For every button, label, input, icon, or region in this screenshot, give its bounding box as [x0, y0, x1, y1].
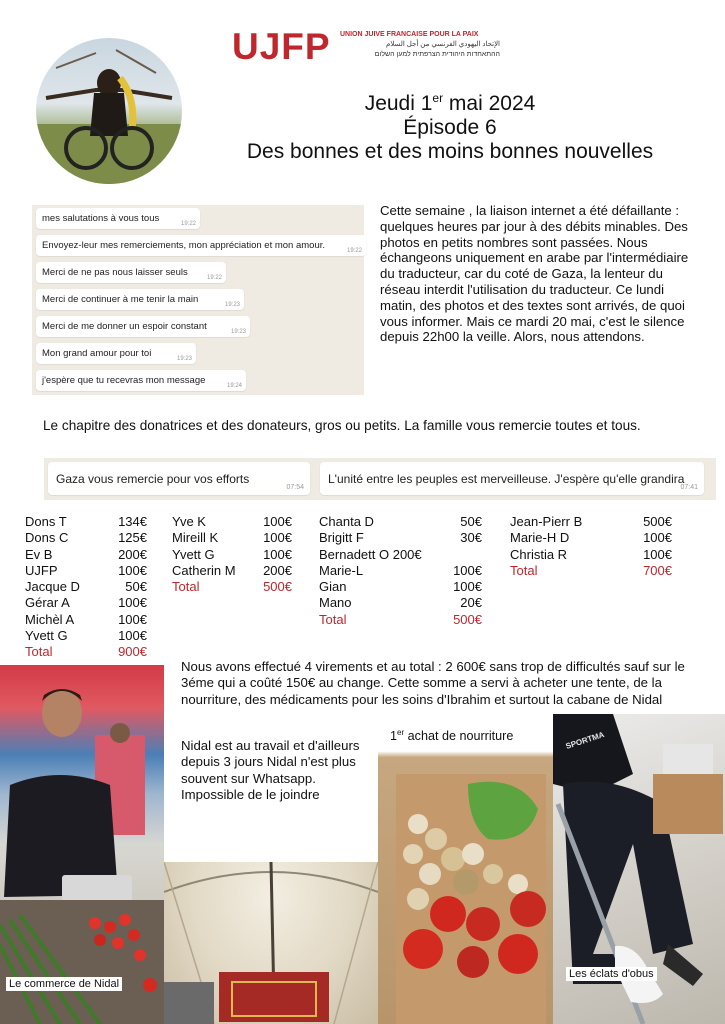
chat-message-text: mes salutations à vous tous: [42, 213, 160, 224]
total-label: Total: [25, 644, 53, 660]
donation-row: [319, 547, 482, 563]
donation-column: [172, 514, 292, 595]
donor-name: Dons C: [25, 530, 69, 546]
donation-amount: 100€: [263, 530, 292, 546]
donation-amount: 30€: [460, 530, 482, 546]
ujfp-logo-subtitle: UNION JUIVE FRANCAISE POUR LA PAIX الإتحاد اليهودي الفرنسي من أجل السلام ההתאחדות היהודית הצרפתית למען השלום: [340, 31, 500, 58]
total-label: Total: [172, 579, 200, 595]
chat-message: [36, 343, 196, 364]
donation-row: [319, 563, 482, 579]
shop-caption: Le commerce de Nidal: [6, 977, 122, 991]
message-bubble: Gaza vous remercie pour vos efforts 07:54: [48, 462, 310, 495]
donation-amount: 100€: [118, 562, 147, 578]
chat-message-text: Envoyez-leur mes remerciements, mon appréciation et mon amour.: [42, 240, 326, 251]
donor-name: UJFP: [25, 562, 58, 578]
food-photo: [378, 714, 553, 1024]
donor-name: Yvett G: [172, 546, 215, 562]
donor-name: Jean-Pierr B: [510, 514, 583, 529]
chat-message: [36, 208, 200, 229]
chat-message-text: Mon grand amour pour toi: [42, 348, 152, 359]
total-amount: 700€: [643, 562, 672, 578]
donation-row: [319, 514, 482, 530]
episode-title: Épisode 6: [403, 116, 497, 139]
donation-amount: 200€: [118, 546, 147, 562]
donation-row: [319, 579, 482, 595]
injured-leg-photo: [553, 714, 725, 1024]
donation-row: [25, 612, 147, 628]
donor-name: Yvett G: [25, 628, 68, 644]
donor-name: Dons T: [25, 514, 67, 529]
donation-amount: 100€: [643, 530, 672, 546]
donor-name: Catherin M: [172, 562, 236, 578]
donor-name: Yve K: [172, 514, 206, 529]
total-label: Total: [319, 611, 347, 627]
donation-row: [172, 563, 292, 579]
shop-photo: [0, 665, 164, 1024]
ujfp-logo: UJFP: [232, 26, 331, 67]
total-label: Total: [510, 562, 538, 578]
donation-amount: 125€: [118, 530, 147, 546]
donor-name: Mano: [319, 595, 352, 611]
chat-message-text: Merci de me donner un espoir constant: [42, 321, 207, 332]
nidal-paragraph: Nidal est au travail et d'ailleurs depuis 3 jours Nidal n'est plus souvent sur Whatsapp. Impossible de le joindre: [181, 738, 360, 803]
donation-amount: 100€: [453, 562, 482, 578]
donation-row: [25, 530, 147, 546]
chat-screenshot: [32, 205, 364, 395]
donation-column: [319, 514, 482, 628]
chat-message-time: 19:22: [346, 248, 362, 254]
donation-row: [172, 514, 292, 530]
donation-total-row: [172, 579, 292, 595]
total-amount: 900€: [118, 644, 147, 660]
donation-row: [25, 628, 147, 644]
leg-caption: Les éclats d'obus: [566, 967, 657, 981]
donation-row: [319, 530, 482, 546]
chat-message-text: Merci de ne pas nous laisser seuls: [42, 267, 188, 278]
donor-name: Marie-H D: [510, 530, 570, 546]
donation-amount: 500€: [643, 514, 672, 529]
donation-row: [25, 514, 147, 530]
chat-message-time: 19:23: [230, 329, 246, 335]
donation-amount: 100€: [643, 546, 672, 562]
donor-name: Gérar A: [25, 595, 70, 611]
donation-column: [25, 514, 147, 661]
donor-name: Marie-L: [319, 562, 364, 578]
donation-row: [25, 563, 147, 579]
donor-name: Mireill K: [172, 530, 219, 546]
tent-photo: [164, 862, 378, 1024]
donation-amount: 100€: [118, 628, 147, 644]
page-title: Jeudi 1er mai 2024 Épisode 6 Des bonnes et des moins bonnes nouvelles: [200, 86, 700, 164]
donor-name: Ev B: [25, 546, 53, 562]
donor-name: Jacque D: [25, 579, 80, 595]
donation-amount: 50€: [460, 514, 482, 529]
donation-row: [510, 547, 672, 563]
chat-message-time: 19:24: [226, 383, 242, 389]
donation-amount: 20€: [460, 595, 482, 611]
donors-heading: Le chapitre des donatrices et des donateurs, gros ou petits. La famille vous remercie toutes et tous.: [43, 418, 641, 433]
donor-name: Gian: [319, 579, 347, 595]
message-bubble: L'unité entre les peuples est merveilleuse. J'espère qu'elle grandira 07:41: [320, 462, 704, 495]
total-amount: 500€: [263, 579, 292, 595]
donation-amount: 134€: [118, 514, 147, 529]
donation-column: [510, 514, 672, 579]
chat-message-text: Merci de continuer à me tenir la main: [42, 294, 199, 305]
donation-row: [510, 514, 672, 530]
donation-amount: 100€: [118, 611, 147, 627]
donation-total-row: [510, 563, 672, 579]
chat-message-text: j'espère que tu recevras mon message: [42, 375, 206, 386]
donation-row: [25, 579, 147, 595]
profile-photo: [36, 38, 182, 184]
donor-name: Chanta D: [319, 514, 374, 529]
wheelchair-person-illustration: [36, 38, 182, 184]
chat-message-time: 19:22: [206, 275, 222, 281]
chat-message-time: 19:22: [180, 221, 196, 227]
page-subtitle: Des bonnes et des moins bonnes nouvelles: [246, 140, 654, 163]
donation-row: [510, 530, 672, 546]
chat-message: [36, 370, 246, 391]
food-caption: 1er achat de nourriture: [390, 728, 514, 744]
donation-amount: 100€: [263, 546, 292, 562]
chat-message-time: 19:23: [176, 356, 192, 362]
intro-paragraph: Cette semaine , la liaison internet a été défaillante : quelques heures par jour à des débits minables. Des photos en petits nombres sont passées. Nous échangeons uniquement en arabe par l'intermédiaire du traducteur, car du coté de Gaza, la lenteur du réseau interdit l'utilisation du traducteur. Ce lundi matin, des photos et des textes sont arrivés, de quoi vous informer. Mais ce mardi 20 mai, c'est le silence depuis 22h00 la veille. Alors, nous attendons.: [380, 203, 689, 345]
total-amount: 500€: [453, 611, 482, 627]
donation-row: [25, 547, 147, 563]
chat-message: [36, 262, 226, 283]
donation-row: [172, 530, 292, 546]
donor-name: Bernadett O 200€: [319, 546, 422, 562]
donation-row: [319, 595, 482, 611]
donation-amount: 100€: [118, 595, 147, 611]
chat-message: [36, 289, 244, 310]
donation-total-row: [319, 612, 482, 628]
chat-message: [36, 235, 366, 256]
donation-amount: 100€: [453, 579, 482, 595]
donor-name: Michèl A: [25, 611, 75, 627]
chat-message-time: 19:23: [224, 302, 240, 308]
donation-row: [172, 547, 292, 563]
donation-amount: 100€: [263, 514, 292, 529]
donation-total-row: [25, 644, 147, 660]
donor-name: Christia R: [510, 546, 568, 562]
donation-amount: 200€: [263, 562, 292, 578]
shirt-print: SPORTMA: [564, 730, 606, 751]
donation-amount: 50€: [125, 579, 147, 595]
transfer-paragraph: Nous avons effectué 4 virements et au total : 2 600€ sans trop de difficultés sauf sur le 3éme qui a coûté 150€ au change. Cette somme a servi à acheter une tente, de la nourriture, des médicaments pour les soins d'Ibrahim et surtout la cabane de Nidal: [181, 659, 685, 707]
donation-row: [25, 595, 147, 611]
chat-message: [36, 316, 250, 337]
thanks-messages: [44, 458, 716, 500]
donor-name: Brigitt F: [319, 530, 364, 546]
